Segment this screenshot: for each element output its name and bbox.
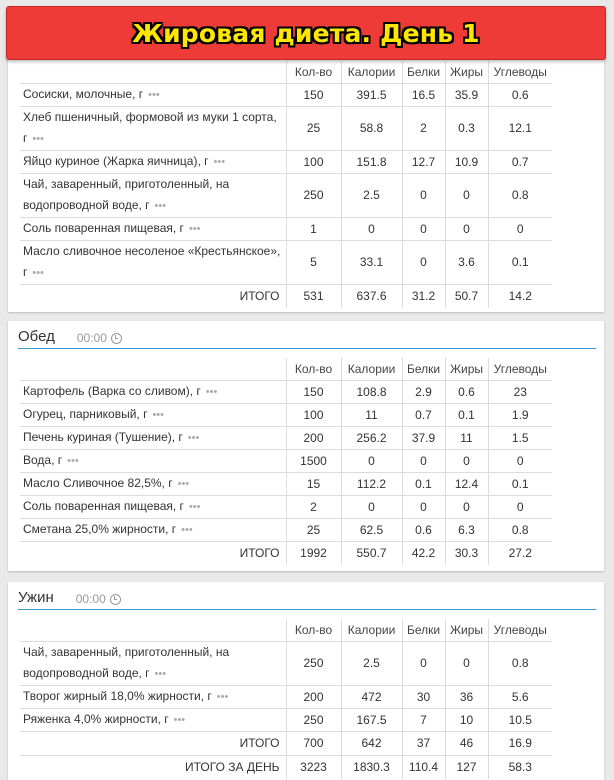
row-menu-icon[interactable]: ••• <box>181 523 193 536</box>
table-row <box>20 685 552 708</box>
table-row <box>20 380 552 403</box>
fat-cell: 10.9 <box>445 150 488 173</box>
day-total-qty: 3223 <box>286 755 341 779</box>
total-carbs: 14.2 <box>488 284 552 308</box>
carbs-cell: 0 <box>488 495 552 518</box>
fat-cell: 0 <box>445 217 488 240</box>
qty-cell: 150 <box>286 83 341 106</box>
food-name: Чай, заваренный, приготоленный, на водопроводной воде, г <box>23 176 230 212</box>
header-fat: Жиры <box>445 358 488 380</box>
fat-cell: 6.3 <box>445 518 488 541</box>
total-calories: 550.7 <box>341 541 402 565</box>
header-protein: Белки <box>402 619 445 641</box>
qty-cell: 5 <box>286 240 341 284</box>
row-menu-icon[interactable]: ••• <box>154 667 167 680</box>
protein-cell: 37.9 <box>402 426 445 449</box>
calories-cell: 0 <box>341 449 402 472</box>
calories-cell: 151.8 <box>341 150 402 173</box>
header-calories: Калории <box>341 358 402 380</box>
row-menu-icon[interactable]: ••• <box>32 132 44 145</box>
row-menu-icon[interactable]: ••• <box>216 690 229 703</box>
row-menu-icon[interactable]: ••• <box>188 500 201 513</box>
protein-cell: 2.9 <box>402 380 445 403</box>
row-menu-icon[interactable]: ••• <box>213 155 226 168</box>
calories-cell: 108.8 <box>341 380 402 403</box>
clock-icon <box>111 333 122 344</box>
total-label: ИТОГО <box>20 284 286 308</box>
qty-cell: 15 <box>286 472 341 495</box>
carbs-cell: 0.8 <box>488 518 552 541</box>
qty-cell: 100 <box>286 150 341 173</box>
breakfast-table <box>20 61 552 308</box>
calories-cell: 33.1 <box>341 240 402 284</box>
total-row <box>20 284 552 308</box>
carbs-cell: 1.9 <box>488 403 552 426</box>
carbs-cell: 1.5 <box>488 426 552 449</box>
table-row <box>20 518 552 541</box>
food-name: Масло сливочное несоленое «Крестьянское», г <box>23 243 281 279</box>
day-total-protein: 110.4 <box>402 755 445 779</box>
fat-cell: 0 <box>445 173 488 217</box>
carbs-cell: 0.1 <box>488 240 552 284</box>
calories-cell: 256.2 <box>341 426 402 449</box>
table-row <box>20 106 552 150</box>
meal-card-dinner <box>8 582 604 780</box>
food-name: Соль поваренная пищевая, г <box>23 498 184 513</box>
fat-cell: 0 <box>445 641 488 685</box>
table-row <box>20 173 552 217</box>
food-name: Соль поваренная пищевая, г <box>23 220 184 235</box>
food-name: Чай, заваренный, приготоленный, на водопроводной воде, г <box>23 644 230 680</box>
total-carbs: 27.2 <box>488 541 552 565</box>
protein-cell: 2 <box>402 106 445 150</box>
fat-cell: 35.9 <box>445 83 488 106</box>
header-carbs: Углеводы <box>488 358 552 380</box>
total-fat: 46 <box>445 731 488 755</box>
row-menu-icon[interactable]: ••• <box>188 222 201 235</box>
total-qty: 531 <box>286 284 341 308</box>
carbs-cell: 5.6 <box>488 685 552 708</box>
calories-cell: 2.5 <box>341 641 402 685</box>
carbs-cell: 0.6 <box>488 83 552 106</box>
fat-cell: 0 <box>445 449 488 472</box>
total-carbs: 16.9 <box>488 731 552 755</box>
header-carbs: Углеводы <box>488 619 552 641</box>
table-row <box>20 403 552 426</box>
header-qty: Кол-во <box>286 619 341 641</box>
day-total-row <box>20 755 552 779</box>
table-row <box>20 240 552 284</box>
table-row <box>20 708 552 731</box>
calories-cell: 472 <box>341 685 402 708</box>
meal-time-value: 00:00 <box>76 331 107 345</box>
food-name: Творог жирный 18,0% жирности, г <box>23 688 212 703</box>
meal-header <box>18 588 596 610</box>
day-total-label: ИТОГО ЗА ДЕНЬ <box>20 755 286 779</box>
carbs-cell: 0.8 <box>488 173 552 217</box>
header-fat: Жиры <box>445 61 488 83</box>
row-menu-icon[interactable]: ••• <box>177 477 190 490</box>
carbs-cell: 0.1 <box>488 472 552 495</box>
protein-cell: 16.5 <box>402 83 445 106</box>
day-total-fat: 127 <box>445 755 488 779</box>
meal-time-value: 00:00 <box>75 592 106 606</box>
qty-cell: 200 <box>286 426 341 449</box>
header-fat: Жиры <box>445 619 488 641</box>
meal-time[interactable] <box>77 331 122 345</box>
total-protein: 37 <box>402 731 445 755</box>
carbs-cell: 0.8 <box>488 641 552 685</box>
row-menu-icon[interactable]: ••• <box>173 713 186 726</box>
protein-cell: 7 <box>402 708 445 731</box>
row-menu-icon[interactable]: ••• <box>205 385 218 398</box>
row-menu-icon[interactable]: ••• <box>32 266 44 279</box>
protein-cell: 0 <box>402 217 445 240</box>
day-total-calories: 1830.3 <box>341 755 402 779</box>
total-calories: 637.6 <box>341 284 402 308</box>
fat-cell: 11 <box>445 426 488 449</box>
day-total-carbs: 58.3 <box>488 755 552 779</box>
fat-cell: 0 <box>445 495 488 518</box>
table-header <box>20 61 552 83</box>
food-name: Вода, г <box>23 452 63 467</box>
calories-cell: 112.2 <box>341 472 402 495</box>
total-protein: 31.2 <box>402 284 445 308</box>
calories-cell: 0 <box>341 217 402 240</box>
fat-cell: 0.1 <box>445 403 488 426</box>
header-calories: Калории <box>341 61 402 83</box>
qty-cell: 250 <box>286 708 341 731</box>
table-row <box>20 472 552 495</box>
carbs-cell: 12.1 <box>488 106 552 150</box>
table-row <box>20 449 552 472</box>
qty-cell: 200 <box>286 685 341 708</box>
header-protein: Белки <box>402 61 445 83</box>
meal-header <box>18 327 596 349</box>
calories-cell: 167.5 <box>341 708 402 731</box>
calories-cell: 0 <box>341 495 402 518</box>
lunch-table <box>20 358 552 565</box>
food-name: Хлеб пшеничный, формовой из муки 1 сорта, г <box>23 109 277 145</box>
protein-cell: 12.7 <box>402 150 445 173</box>
header-name <box>20 61 286 83</box>
table-row <box>20 426 552 449</box>
total-qty: 1992 <box>286 541 341 565</box>
protein-cell: 0 <box>402 173 445 217</box>
food-name: Масло Сливочное 82,5%, г <box>23 475 173 490</box>
table-row <box>20 83 552 106</box>
table-header <box>20 358 552 380</box>
total-fat: 30.3 <box>445 541 488 565</box>
protein-cell: 0 <box>402 495 445 518</box>
page-title: Жировая диета. День 1 <box>132 18 480 48</box>
clock-icon <box>110 594 121 605</box>
carbs-cell: 0 <box>488 217 552 240</box>
protein-cell: 0.6 <box>402 518 445 541</box>
title-banner <box>6 6 606 60</box>
calories-cell: 391.5 <box>341 83 402 106</box>
fat-cell: 0.3 <box>445 106 488 150</box>
row-menu-icon[interactable]: ••• <box>152 408 165 421</box>
calories-cell: 58.8 <box>341 106 402 150</box>
carbs-cell: 23 <box>488 380 552 403</box>
dinner-table <box>20 619 552 779</box>
row-menu-icon[interactable]: ••• <box>154 199 167 212</box>
food-name: Сосиски, молочные, г <box>23 86 144 101</box>
total-label: ИТОГО <box>20 731 286 755</box>
header-carbs: Углеводы <box>488 61 552 83</box>
total-protein: 42.2 <box>402 541 445 565</box>
qty-cell: 250 <box>286 173 341 217</box>
protein-cell: 0 <box>402 641 445 685</box>
meal-time[interactable] <box>76 592 121 606</box>
header-calories: Калории <box>341 619 402 641</box>
qty-cell: 1500 <box>286 449 341 472</box>
total-label: ИТОГО <box>20 541 286 565</box>
protein-cell: 30 <box>402 685 445 708</box>
table-row <box>20 641 552 685</box>
food-name: Яйцо куриное (Жарка яичница), г <box>23 153 209 168</box>
row-menu-icon[interactable]: ••• <box>67 454 79 467</box>
protein-cell: 0 <box>402 240 445 284</box>
header-qty: Кол-во <box>286 61 341 83</box>
qty-cell: 100 <box>286 403 341 426</box>
table-row <box>20 217 552 240</box>
fat-cell: 0.6 <box>445 380 488 403</box>
total-row <box>20 541 552 565</box>
table-header <box>20 619 552 641</box>
meal-title: Обед <box>18 328 55 345</box>
food-name: Огурец, парниковый, г <box>23 406 148 421</box>
table-row <box>20 495 552 518</box>
total-fat: 50.7 <box>445 284 488 308</box>
row-menu-icon[interactable]: ••• <box>148 88 160 101</box>
meal-card-breakfast <box>8 44 604 312</box>
protein-cell: 0.7 <box>402 403 445 426</box>
carbs-cell: 0 <box>488 449 552 472</box>
protein-cell: 0.1 <box>402 472 445 495</box>
total-row <box>20 731 552 755</box>
qty-cell: 2 <box>286 495 341 518</box>
header-name <box>20 358 286 380</box>
qty-cell: 150 <box>286 380 341 403</box>
qty-cell: 250 <box>286 641 341 685</box>
total-calories: 642 <box>341 731 402 755</box>
fat-cell: 36 <box>445 685 488 708</box>
fat-cell: 10 <box>445 708 488 731</box>
food-name: Печень куриная (Тушение), г <box>23 429 183 444</box>
meal-card-lunch <box>8 321 604 571</box>
header-protein: Белки <box>402 358 445 380</box>
qty-cell: 25 <box>286 518 341 541</box>
food-name: Ряженка 4,0% жирности, г <box>23 711 169 726</box>
total-qty: 700 <box>286 731 341 755</box>
qty-cell: 25 <box>286 106 341 150</box>
protein-cell: 0 <box>402 449 445 472</box>
qty-cell: 1 <box>286 217 341 240</box>
fat-cell: 3.6 <box>445 240 488 284</box>
table-row <box>20 150 552 173</box>
calories-cell: 62.5 <box>341 518 402 541</box>
header-name <box>20 619 286 641</box>
fat-cell: 12.4 <box>445 472 488 495</box>
calories-cell: 11 <box>341 403 402 426</box>
row-menu-icon[interactable]: ••• <box>187 431 200 444</box>
food-name: Картофель (Варка со сливом), г <box>23 383 201 398</box>
meal-title: Ужин <box>18 589 54 606</box>
calories-cell: 2.5 <box>341 173 402 217</box>
carbs-cell: 10.5 <box>488 708 552 731</box>
header-qty: Кол-во <box>286 358 341 380</box>
food-name: Сметана 25,0% жирности, г <box>23 521 177 536</box>
carbs-cell: 0.7 <box>488 150 552 173</box>
